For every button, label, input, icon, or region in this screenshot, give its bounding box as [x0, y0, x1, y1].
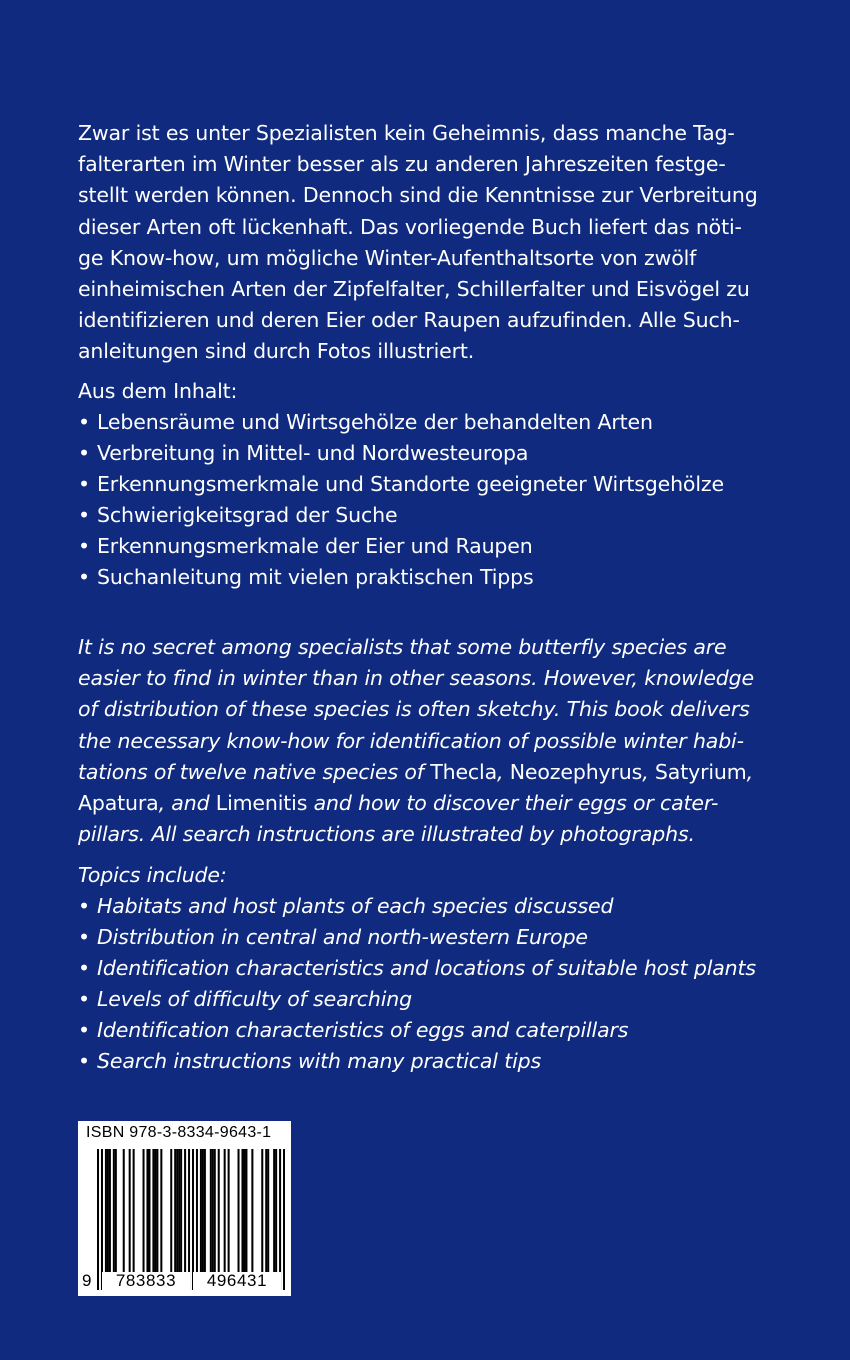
bullet-icon: •: [78, 1018, 90, 1042]
english-description-line: [78, 788, 790, 819]
list-item: [78, 984, 790, 1015]
bullet-icon: •: [78, 925, 90, 949]
barcode-bar: [212, 1149, 214, 1273]
topic-text: Identification characteristics of eggs and caterpillars: [97, 1018, 629, 1042]
german-description-line: falterarten im Winter besser als zu anderen Jahreszeiten festge-: [78, 152, 726, 177]
list-item: [78, 953, 790, 984]
barcode-bar: [241, 1149, 243, 1273]
barcode-bar: [174, 1149, 176, 1273]
line-text: , and: [158, 791, 216, 816]
barcode-bar: [176, 1149, 178, 1273]
list-item: [78, 1015, 790, 1046]
german-topics-heading: Aus dem Inhalt:: [78, 379, 238, 403]
list-item: [78, 438, 790, 469]
barcode-guard-bar: [97, 1149, 99, 1290]
barcode-bar: [129, 1149, 131, 1273]
english-topics-heading: Topics include:: [78, 863, 227, 887]
barcode-bar: [107, 1149, 109, 1273]
barcode-bar: [224, 1149, 226, 1273]
ean-left-digits: 783833: [102, 1272, 190, 1290]
ean-first-digit: 9: [82, 1271, 92, 1290]
german-topic-list: [78, 407, 790, 593]
barcode-bar: [218, 1149, 220, 1273]
line-text: ,: [746, 759, 753, 784]
german-description-line: ge Know-how, um mögliche Winter-Aufenthaltsorte von zwölf: [78, 245, 697, 270]
genus-name: Limenitis: [215, 791, 308, 816]
list-item: [78, 531, 790, 562]
german-topics: [78, 376, 790, 593]
bullet-icon: •: [78, 503, 90, 527]
barcode-bar: [123, 1149, 125, 1273]
barcode-bar: [170, 1149, 172, 1273]
bullet-icon: •: [78, 565, 90, 589]
bullet-icon: •: [78, 410, 90, 434]
english-description-line: of distribution of these species is often sketchy. This book delivers: [78, 697, 750, 722]
barcode-bar: [109, 1149, 111, 1273]
barcode-bar: [243, 1149, 245, 1273]
barcode-bars: [97, 1149, 285, 1290]
topic-text: Levels of difficulty of searching: [97, 987, 413, 1011]
list-item: [78, 407, 790, 438]
genus-name: Satyrium: [654, 759, 747, 784]
barcode-guard-bar: [192, 1149, 194, 1290]
list-item: [78, 469, 790, 500]
german-description-line: Zwar ist es unter Spezialisten kein Geheimnis, dass manche Tag-: [78, 121, 735, 145]
barcode-bar: [113, 1149, 115, 1273]
barcode-guard-bar: [101, 1149, 103, 1290]
barcode-bar: [196, 1149, 198, 1273]
list-item: [78, 922, 790, 953]
english-description-line: pillars. All search instructions are illustrated by photographs.: [78, 822, 695, 847]
barcode-bar: [115, 1149, 117, 1273]
barcode-bar: [265, 1149, 267, 1273]
english-description: [78, 632, 790, 850]
german-description-line: dieser Arten oft lückenhaft. Das vorliegende Buch liefert das nöti-: [78, 214, 742, 239]
isbn-barcode: [78, 1121, 291, 1296]
barcode-bar: [267, 1149, 269, 1273]
barcode-bar: [228, 1149, 230, 1273]
barcode-bar: [273, 1149, 275, 1273]
barcode-bar: [146, 1149, 148, 1273]
barcode-bar: [214, 1149, 216, 1273]
barcode-bar: [160, 1149, 162, 1273]
barcode-bar: [178, 1149, 180, 1273]
topic-text: Suchanleitung mit vielen praktischen Tipps: [97, 565, 534, 589]
barcode-bar: [245, 1149, 247, 1273]
topic-text: Lebensräume und Wirtsgehölze der behandelten Arten: [97, 410, 653, 434]
english-description-line: easier to find in winter than in other seasons. However, knowledge: [78, 666, 754, 691]
german-description-line: stellt werden können. Dennoch sind die Kenntnisse zur Verbreitung: [78, 183, 758, 208]
topic-text: Erkennungsmerkmale der Eier und Raupen: [97, 534, 533, 558]
barcode-bar: [180, 1149, 182, 1273]
line-text: tations of twelve native species of: [78, 759, 431, 784]
topic-text: Schwierigkeitsgrad der Suche: [97, 503, 398, 527]
line-text: and how to discover their eggs or cater-: [307, 791, 719, 816]
barcode-guard-bar: [188, 1149, 190, 1290]
ean-right-digits: 496431: [193, 1272, 281, 1290]
english-description-line: It is no secret among specialists that some butterfly species are: [78, 635, 727, 659]
list-item: [78, 1046, 790, 1077]
barcode-bar: [184, 1149, 186, 1273]
topic-text: Search instructions with many practical tips: [97, 1049, 542, 1073]
topic-text: Erkennungsmerkmale und Standorte geeigneter Wirtsgehölze: [97, 472, 724, 496]
bullet-icon: •: [78, 956, 90, 980]
barcode-bar: [143, 1149, 145, 1273]
english-description-line: [78, 757, 790, 788]
german-description-line: einheimischen Arten der Zipfelfalter, Schillerfalter und Eisvögel zu: [78, 277, 750, 302]
barcode-bar: [204, 1149, 206, 1273]
list-item: [78, 500, 790, 531]
list-item: [78, 891, 790, 922]
english-topic-list: [78, 891, 790, 1077]
barcode-guard-bar: [283, 1149, 285, 1290]
bullet-icon: •: [78, 894, 90, 918]
genus-name: Thecla: [430, 759, 497, 784]
isbn-label: ISBN 978-3-8334-9643-1: [86, 1124, 272, 1141]
barcode-bar: [152, 1149, 154, 1273]
barcode-bar: [202, 1149, 204, 1273]
barcode-bar: [275, 1149, 277, 1273]
bullet-icon: •: [78, 534, 90, 558]
topic-text: Habitats and host plants of each species discussed: [97, 894, 614, 918]
genus-name: Neozephyrus: [509, 759, 643, 784]
line-text: ,: [642, 759, 655, 784]
bullet-icon: •: [78, 441, 90, 465]
bullet-icon: •: [78, 472, 90, 496]
barcode-bar: [154, 1149, 156, 1273]
german-description: [78, 118, 790, 368]
barcode-bar: [261, 1149, 263, 1273]
barcode-bar: [251, 1149, 253, 1273]
barcode-bar: [210, 1149, 212, 1273]
barcode-bar: [133, 1149, 135, 1273]
english-topics: [78, 860, 790, 1077]
english-description-line: the necessary know-how for identification of possible winter habi-: [78, 728, 744, 753]
genus-name: Apatura: [78, 791, 159, 816]
german-description-line: anleitungen sind durch Fotos illustriert.: [78, 339, 475, 364]
barcode-guard-bar: [279, 1149, 281, 1290]
bullet-icon: •: [78, 1049, 90, 1073]
line-text: ,: [497, 759, 510, 784]
list-item: [78, 562, 790, 593]
barcode-bar: [148, 1149, 150, 1273]
barcode-bar: [105, 1149, 107, 1273]
barcode-bar: [200, 1149, 202, 1273]
bullet-icon: •: [78, 987, 90, 1011]
topic-text: Distribution in central and north-western Europe: [97, 925, 588, 949]
german-description-line: identifizieren und deren Eier oder Raupen aufzufinden. Alle Such-: [78, 308, 740, 333]
topic-text: Verbreitung in Mittel- und Nordwesteuropa: [97, 441, 529, 465]
barcode-bar: [238, 1149, 240, 1273]
barcode-bar: [156, 1149, 158, 1273]
topic-text: Identification characteristics and locations of suitable host plants: [97, 956, 756, 980]
